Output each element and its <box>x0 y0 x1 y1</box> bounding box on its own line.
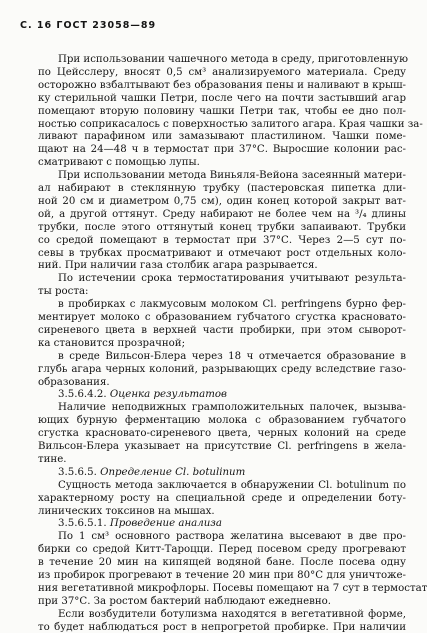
text-line: Вильсон-Блера указывает на присутствие Cl. perfringens в жела- <box>38 441 406 452</box>
text-line: в пробирках с лакмусовым молоком Cl. perfringens бурно фер- <box>58 299 406 311</box>
text-line: линических токсинов на мышах. <box>38 505 215 517</box>
text-line: сгустка красновато-сиреневого цвета, черных колоний на среде <box>38 428 406 440</box>
text-line: сматривают с помощью лупы. <box>38 157 200 169</box>
text-line: в среде Вильсон-Блера через 18 ч отмечается образование в <box>58 350 406 362</box>
page-header: С. 16 ГОСТ 23058—89 <box>20 20 157 31</box>
text-line: из пробирок прогревают в течение 20 мин при 80°С для уничтоже- <box>38 570 406 581</box>
text-line: ой, а другой оттянут. Среду набирают не более чем на ³/₄ длины <box>38 208 406 220</box>
text-line: ку стерильной чашки Петри, после чего на почти застывший агар <box>38 92 406 104</box>
text-line: тине. <box>38 453 67 465</box>
text-line: то будет наблюдаться рост в непрогретой пробирке. При наличии <box>38 621 406 633</box>
text-line: ния вегетативной микрофлоры. Посевы помещают на 7 сут в термостат <box>38 582 427 594</box>
text-line: При использовании чашечного метода в среду, приготовленную <box>58 54 408 65</box>
text-line: характерному росту на специальной среде и определении боту- <box>38 492 406 504</box>
section-heading: 3.5.6.4.2. Оценка результатов <box>58 389 227 401</box>
text-line: Если возбудители ботулизма находятся в вегетативной форме, <box>58 608 406 620</box>
text-line: ливают парафином или замазывают пластилином. Чашки поме- <box>38 131 406 143</box>
text-line: По истечении срока термостатирования учитывают результа- <box>58 273 406 285</box>
text-line: осторожно взбалтывают без образования пены и наливают в крыш- <box>38 79 406 91</box>
text-line: Сущность метода заключается в обнаружении Cl. botulinum по <box>58 479 406 491</box>
text-line: образования. <box>38 376 110 388</box>
text-line: ющих бурную ферментацию молока с образованием губчатого <box>38 415 406 427</box>
text-line: ний. При наличии газа столбик агара разрывается. <box>38 260 318 272</box>
text-line: бирки со средой Китт-Тароцци. Перед посевом среду прогревают <box>38 544 406 556</box>
text-line: сиреневого цвета в верхней части пробирки, при этом сыворот- <box>38 324 406 336</box>
text-line: севы в трубках просматривают и отмечают рост отдельных коло- <box>38 247 406 259</box>
text-line: ментирует молоко с образованием губчатого сгустка красновато- <box>38 312 406 323</box>
text-line: со средой помещают в термостат при 37°С. Через 2—5 сут по- <box>38 234 406 246</box>
section-heading: 3.5.6.5. Определение Cl. botulinum <box>58 466 246 478</box>
text-line: ты роста: <box>38 286 89 298</box>
text-line: по Цейсслеру, вносят 0,5 см³ анализируемого материала. Среду <box>38 66 406 78</box>
text-line: в течение 20 мин на кипящей водяной бане. После посева одну <box>38 557 406 569</box>
text-line: помещают вторую половину чашки Петри так, чтобы ее дно пол- <box>38 105 406 117</box>
section-heading: 3.5.6.5.1. Проведение анализа <box>58 518 222 530</box>
text-line: при 37°С. За ростом бактерий наблюдают ежедневно. <box>38 595 332 607</box>
text-line: ностью соприкасалось с поверхностью залитого агара. Края чашки за- <box>38 118 423 130</box>
text-line: ной 20 см и диаметром 0,75 см), один конец которой закрыт ват- <box>38 195 406 207</box>
text-line: глубь агара черных колоний, разрывающих среду вследствие газо- <box>38 363 406 375</box>
text-line: щают на 24—48 ч в термостат при 37°С. Выросшие колонии рас- <box>38 144 406 156</box>
text-line: трубки, после этого оттянутый конец трубки запаивают. Трубки <box>38 221 406 233</box>
text-line: ал набирают в стеклянную трубку (пастеровская пипетка дли- <box>38 183 406 194</box>
text-line: По 1 см³ основного раствора желатина высевают в две про- <box>58 531 406 543</box>
text-line: При использовании метода Виньяля-Вейона засеянный матери- <box>58 170 406 182</box>
text-line: Наличие неподвижных грамположительных палочек, вызыва- <box>58 402 406 414</box>
text-line: ка становится прозрачной; <box>38 337 186 349</box>
